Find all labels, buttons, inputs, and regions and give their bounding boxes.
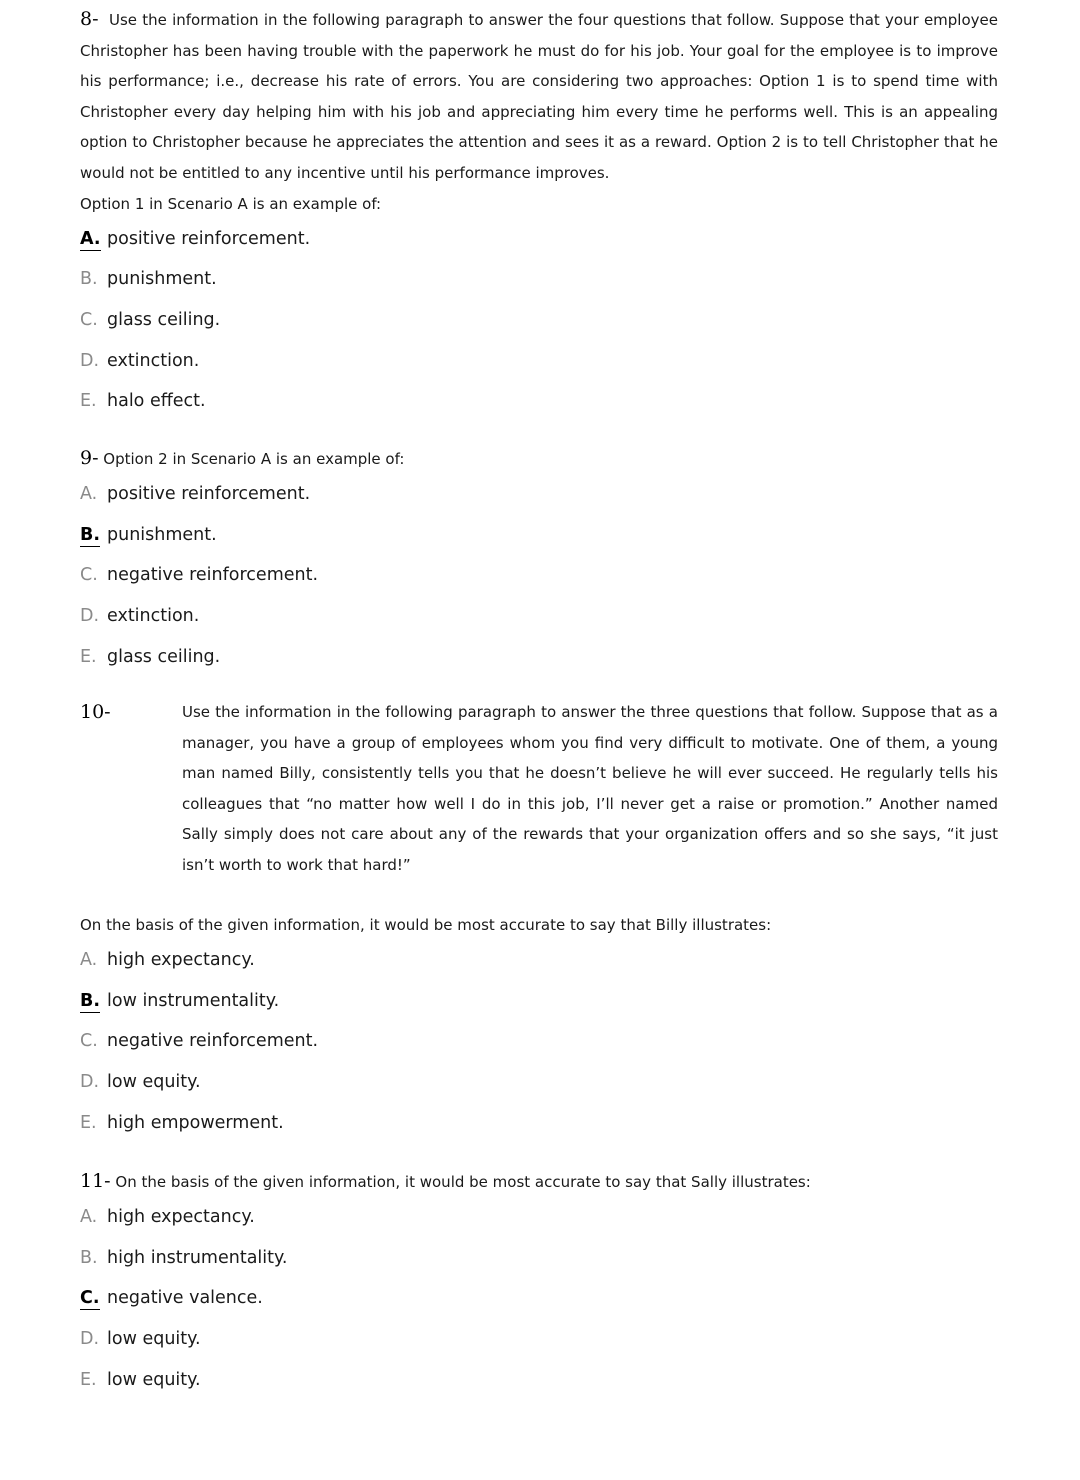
option-b[interactable]: [80, 259, 998, 300]
option-letter: E.: [80, 646, 97, 667]
option-c[interactable]: [80, 300, 998, 341]
option-text: high expectancy.: [107, 1207, 255, 1228]
option-letter: A.: [80, 1207, 98, 1228]
option-d[interactable]: [80, 1062, 998, 1103]
option-e[interactable]: [80, 1102, 998, 1143]
option-c[interactable]: [80, 555, 998, 596]
option-text: high empowerment.: [107, 1112, 284, 1133]
question-11-options: [80, 1197, 998, 1400]
option-letter: B.: [80, 524, 100, 545]
option-d[interactable]: [80, 340, 998, 381]
option-b[interactable]: [80, 1238, 998, 1279]
option-text: negative reinforcement.: [107, 1031, 319, 1052]
option-letter: D.: [80, 350, 100, 371]
option-d[interactable]: [80, 1319, 998, 1360]
question-10: [80, 910, 998, 1143]
option-text: low equity.: [107, 1072, 201, 1093]
option-letter: C.: [80, 1288, 100, 1309]
option-letter: A.: [80, 950, 98, 971]
question-number: 8-: [80, 8, 99, 30]
option-text: positive reinforcement.: [107, 484, 311, 505]
question-number: 9-: [80, 447, 99, 469]
question-8: [80, 4, 998, 422]
option-a[interactable]: [80, 474, 998, 515]
passage-text: Use the information in the following paragraph to answer the four questions that follow. Suppose that your employee Christopher has been having trouble with the paperwork he must do for his job. Your goal for the employee is to improve his performance; i.e., decrease his rate of errors. You are considering two approaches: Option 1 is to spend time with Christopher every day helping him with his job and appreciating him every time he performs well. This is an appealing option to Christopher because he appreciates the attention and sees it as a reward. Option 2 is to tell Christopher that he would not be entitled to any incentive until his performance improves.: [80, 11, 998, 182]
option-text: low instrumentality.: [107, 990, 280, 1011]
option-text: glass ceiling.: [107, 646, 221, 667]
option-letter: C.: [80, 565, 98, 586]
question-11: [80, 1166, 998, 1400]
option-b[interactable]: [80, 981, 998, 1022]
question-10-passage: Use the information in the following paragraph to answer the three questions that follow. Suppose that as a manager, you have a group of employees whom you find very difficult to motivate. One of them, a young man named Billy, consistently tells you that he doesn’t believe he will ever succeed. He regularly tells his colleagues that “no matter how well I do in this job, I’ll never get a raise or promotion.” Another named Sally simply does not care about any of the rewards that your organization offers and so she says, “it just isn’t worth to work that hard!”: [182, 703, 998, 874]
option-d[interactable]: [80, 596, 998, 637]
option-e[interactable]: [80, 636, 998, 677]
option-text: high instrumentality.: [107, 1247, 288, 1268]
option-letter: E.: [80, 391, 97, 412]
option-text: positive reinforcement.: [107, 228, 311, 249]
option-letter: D.: [80, 606, 100, 627]
question-11-stem: [80, 1166, 998, 1197]
option-text: extinction.: [107, 350, 200, 371]
question-9: [80, 443, 998, 677]
stem-text: On the basis of the given information, it would be most accurate to say that Sally illustrates:: [115, 1173, 811, 1191]
option-text: high expectancy.: [107, 950, 255, 971]
option-text: punishment.: [107, 524, 217, 545]
option-letter: B.: [80, 1247, 98, 1268]
question-10-options: [80, 940, 998, 1143]
question-10-stem: On the basis of the given information, it would be most accurate to say that Billy illustrates:: [80, 916, 772, 934]
question-number: 11-: [80, 1170, 111, 1192]
option-e[interactable]: [80, 1359, 998, 1400]
option-a[interactable]: [80, 219, 998, 260]
option-text: low equity.: [107, 1329, 201, 1350]
option-text: punishment.: [107, 269, 217, 290]
option-text: extinction.: [107, 606, 200, 627]
option-a[interactable]: [80, 940, 998, 981]
option-letter: E.: [80, 1369, 97, 1390]
option-text: halo effect.: [107, 391, 206, 412]
option-letter: A.: [80, 228, 101, 249]
stem-text: Option 2 in Scenario A is an example of:: [103, 450, 405, 468]
option-text: low equity.: [107, 1369, 201, 1390]
option-letter: E.: [80, 1112, 97, 1133]
question-8-stem: Option 1 in Scenario A is an example of:: [80, 194, 382, 213]
question-8-passage: [80, 4, 998, 189]
option-text: negative reinforcement.: [107, 565, 319, 586]
option-letter: B.: [80, 990, 100, 1011]
option-c[interactable]: [80, 1278, 998, 1319]
option-a[interactable]: [80, 1197, 998, 1238]
option-letter: D.: [80, 1329, 100, 1350]
question-9-options: [80, 474, 998, 677]
question-number: 10-: [80, 701, 111, 723]
option-letter: C.: [80, 310, 98, 331]
option-letter: A.: [80, 484, 98, 505]
option-letter: D.: [80, 1072, 100, 1093]
question-9-stem: [80, 443, 998, 474]
option-c[interactable]: [80, 1021, 998, 1062]
option-letter: C.: [80, 1031, 98, 1052]
option-letter: B.: [80, 269, 98, 290]
option-e[interactable]: [80, 381, 998, 422]
option-b[interactable]: [80, 515, 998, 556]
question-8-options: [80, 219, 998, 422]
option-text: glass ceiling.: [107, 310, 221, 331]
option-text: negative valence.: [107, 1288, 263, 1309]
